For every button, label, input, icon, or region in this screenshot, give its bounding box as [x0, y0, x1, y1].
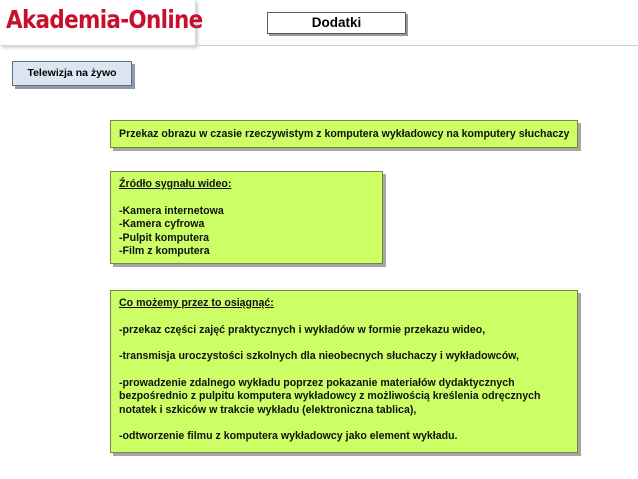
spacer — [119, 192, 382, 205]
list-item: -Pulpit komputera — [119, 231, 210, 244]
logo-text: Akademia-Online — [6, 5, 203, 34]
list-item: -Kamera cyfrowa — [119, 218, 205, 230]
benefit-item-line: -prowadzenie zdalnego wykładu poprzez pokazanie materiałów dydaktycznych — [119, 376, 515, 389]
benefit-item: -odtworzenie filmu z komputera wykładowcy jako element wykładu. — [119, 430, 458, 442]
benefits-heading: Co możemy przez to osiągnąć: — [119, 297, 274, 309]
header-divider — [196, 45, 638, 46]
benefit-item: -transmisja uroczystości szkolnych dla nieobecnych słuchaczy i wykładowców, — [119, 350, 519, 362]
page-title: Dodatki — [267, 12, 406, 34]
description-box — [110, 120, 578, 148]
spacer — [119, 364, 577, 377]
spacer — [119, 337, 577, 350]
list-item: -Kamera internetowa — [119, 204, 224, 217]
description-text: Przekaz obrazu w czasie rzeczywistym z komputera wykładowcy na komputery słuchaczy — [119, 128, 570, 140]
list-item: -Film z komputera — [119, 245, 210, 257]
benefit-item: -przekaz części zajęć praktycznych i wykładów w formie przekazu wideo, — [119, 323, 486, 336]
spacer — [119, 311, 577, 324]
video-sources-box — [110, 171, 383, 264]
benefit-item-line: notatek i szkiców w trakcie wykładu (elektroniczna tablica), — [119, 403, 417, 416]
benefits-box — [110, 290, 578, 453]
live-tv-button[interactable]: Telewizja na żywo — [12, 61, 132, 86]
spacer — [119, 417, 577, 430]
logo — [0, 0, 203, 46]
benefit-item-line: bezpośrednio z pulpitu komputera wykładowcy z możliwością kreślenia odręcznych — [119, 390, 541, 402]
video-sources-heading: Źródło sygnału wideo: — [119, 178, 232, 190]
